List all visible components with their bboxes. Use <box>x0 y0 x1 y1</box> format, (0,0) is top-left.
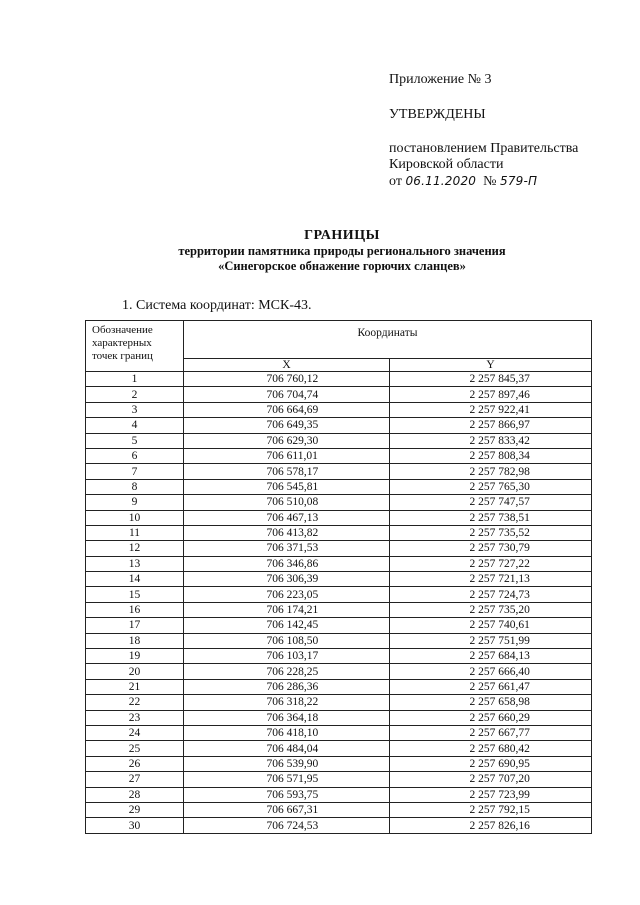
point-number: 11 <box>86 525 184 540</box>
y-value: 2 257 866,97 <box>469 419 530 432</box>
point-number: 18 <box>86 633 184 648</box>
table-row <box>86 787 592 802</box>
title-sub-1: территории памятника природы регионального значения <box>178 244 506 258</box>
point-number: 3 <box>86 402 184 417</box>
cell-y <box>390 741 592 756</box>
x-value: 706 760,12 <box>266 373 319 386</box>
y-value: 2 257 727,22 <box>469 557 530 570</box>
cell-y <box>390 618 592 633</box>
cell-x <box>184 710 390 725</box>
cell-y <box>390 587 592 602</box>
cell-y <box>390 725 592 740</box>
cell-x <box>184 464 390 479</box>
cell-y <box>390 649 592 664</box>
y-value: 2 257 684,13 <box>469 650 530 663</box>
point-number: 16 <box>86 602 184 617</box>
point-number: 6 <box>86 448 184 463</box>
cell-x <box>184 618 390 633</box>
cell-x <box>184 510 390 525</box>
header-coordinates: Координаты <box>184 321 592 359</box>
x-value: 706 510,08 <box>266 496 319 509</box>
cell-y <box>390 495 592 510</box>
cell-y <box>390 479 592 494</box>
x-value: 706 306,39 <box>266 573 319 586</box>
point-number: 30 <box>86 818 184 833</box>
header-points: Обозначение характерных точек границ <box>86 321 184 372</box>
y-value: 2 257 667,77 <box>469 727 530 740</box>
point-number: 28 <box>86 787 184 802</box>
point-number: 26 <box>86 756 184 771</box>
y-value: 2 257 751,99 <box>469 634 530 647</box>
y-value: 2 257 833,42 <box>469 434 530 447</box>
table-row <box>86 725 592 740</box>
y-value: 2 257 658,98 <box>469 696 530 709</box>
y-value: 2 257 792,15 <box>469 804 530 817</box>
cell-y <box>390 772 592 787</box>
appendix-label: Приложение № 3 <box>389 72 492 87</box>
table-row <box>86 572 592 587</box>
x-value: 706 704,74 <box>266 388 319 401</box>
cell-y <box>390 695 592 710</box>
cell-x <box>184 587 390 602</box>
y-value: 2 257 897,46 <box>469 388 530 401</box>
cell-x <box>184 556 390 571</box>
cell-x <box>184 633 390 648</box>
point-number: 25 <box>86 741 184 756</box>
table-row <box>86 448 592 463</box>
x-value: 706 664,69 <box>266 403 319 416</box>
y-value: 2 257 826,16 <box>469 819 530 832</box>
cell-y <box>390 448 592 463</box>
coordinate-system-label: 1. Система координат: МСК-43. <box>122 298 312 313</box>
title-sub-2: «Синегорское обнажение горючих сланцев» <box>218 259 466 273</box>
x-value: 706 667,31 <box>266 804 319 817</box>
point-number: 29 <box>86 802 184 817</box>
point-number: 21 <box>86 679 184 694</box>
cell-x <box>184 372 390 387</box>
y-value: 2 257 735,52 <box>469 527 530 540</box>
table-row <box>86 679 592 694</box>
table-row <box>86 372 592 387</box>
point-number: 19 <box>86 649 184 664</box>
table-row <box>86 756 592 771</box>
point-number: 27 <box>86 772 184 787</box>
table-row <box>86 479 592 494</box>
table-row <box>86 695 592 710</box>
x-value: 706 578,17 <box>266 465 319 478</box>
x-value: 706 174,21 <box>266 604 319 617</box>
cell-y <box>390 541 592 556</box>
table-row <box>86 464 592 479</box>
cell-y <box>390 572 592 587</box>
point-number: 10 <box>86 510 184 525</box>
y-value: 2 257 730,79 <box>469 542 530 555</box>
table-row <box>86 772 592 787</box>
cell-x <box>184 433 390 448</box>
x-value: 706 724,53 <box>266 819 319 832</box>
point-number: 23 <box>86 710 184 725</box>
table-row <box>86 618 592 633</box>
cell-x <box>184 448 390 463</box>
x-value: 706 223,05 <box>266 588 319 601</box>
cell-y <box>390 756 592 771</box>
point-number: 4 <box>86 418 184 433</box>
decree-date-number <box>389 173 629 190</box>
cell-y <box>390 418 592 433</box>
x-value: 706 649,35 <box>266 419 319 432</box>
y-value: 2 257 735,20 <box>469 604 530 617</box>
document-title <box>100 228 584 274</box>
cell-x <box>184 802 390 817</box>
table-row <box>86 633 592 648</box>
x-value: 706 539,90 <box>266 757 319 770</box>
x-value: 706 467,13 <box>266 511 319 524</box>
cell-x <box>184 387 390 402</box>
y-value: 2 257 707,20 <box>469 773 530 786</box>
table-row <box>86 402 592 417</box>
x-value: 706 611,01 <box>266 450 318 463</box>
cell-y <box>390 510 592 525</box>
x-value: 706 413,82 <box>266 527 319 540</box>
y-value: 2 257 680,42 <box>469 742 530 755</box>
cell-x <box>184 787 390 802</box>
cell-y <box>390 787 592 802</box>
table-row <box>86 541 592 556</box>
from-label: от <box>389 174 402 189</box>
table-row <box>86 818 592 833</box>
point-number: 20 <box>86 664 184 679</box>
decree-line-2: Кировской области <box>389 157 504 172</box>
cell-y <box>390 802 592 817</box>
cell-x <box>184 418 390 433</box>
point-number: 22 <box>86 695 184 710</box>
y-value: 2 257 808,34 <box>469 450 530 463</box>
table-row <box>86 556 592 571</box>
cell-y <box>390 633 592 648</box>
table-row <box>86 710 592 725</box>
cell-y <box>390 556 592 571</box>
cell-x <box>184 818 390 833</box>
point-number: 12 <box>86 541 184 556</box>
point-number: 1 <box>86 372 184 387</box>
y-value: 2 257 740,61 <box>469 619 530 632</box>
cell-x <box>184 402 390 417</box>
point-number: 7 <box>86 464 184 479</box>
point-number: 17 <box>86 618 184 633</box>
cell-x <box>184 679 390 694</box>
table-row <box>86 602 592 617</box>
x-value: 706 364,18 <box>266 711 319 724</box>
header-y: Y <box>390 359 592 372</box>
y-value: 2 257 765,30 <box>469 480 530 493</box>
y-value: 2 257 922,41 <box>469 403 530 416</box>
point-number: 24 <box>86 725 184 740</box>
x-value: 706 318,22 <box>266 696 319 709</box>
x-value: 706 286,36 <box>266 681 319 693</box>
y-value: 2 257 747,57 <box>469 496 530 509</box>
x-value: 706 593,75 <box>266 788 319 801</box>
cell-x <box>184 772 390 787</box>
cell-x <box>184 525 390 540</box>
table-row <box>86 802 592 817</box>
x-value: 706 484,04 <box>266 742 319 755</box>
table-row <box>86 587 592 602</box>
number-label: № <box>483 174 497 189</box>
cell-x <box>184 602 390 617</box>
cell-x <box>184 649 390 664</box>
cell-y <box>390 679 592 694</box>
table-row <box>86 664 592 679</box>
x-value: 706 108,50 <box>266 634 319 647</box>
cell-y <box>390 602 592 617</box>
cell-x <box>184 572 390 587</box>
decree-line-1: постановлением Правительства <box>389 141 579 156</box>
table-row <box>86 649 592 664</box>
y-value: 2 257 666,40 <box>469 665 530 678</box>
cell-y <box>390 818 592 833</box>
decree-date: 06.11.2020 <box>405 174 477 188</box>
point-number: 9 <box>86 495 184 510</box>
header-x: X <box>184 359 390 372</box>
point-number: 8 <box>86 479 184 494</box>
x-value: 706 346,86 <box>266 557 319 570</box>
cell-y <box>390 464 592 479</box>
y-value: 2 257 661,47 <box>469 681 530 693</box>
x-value: 706 545,81 <box>266 480 319 493</box>
table-row <box>86 741 592 756</box>
point-number: 5 <box>86 433 184 448</box>
y-value: 2 257 660,29 <box>469 711 530 724</box>
y-value: 2 257 724,73 <box>469 588 530 601</box>
cell-x <box>184 664 390 679</box>
cell-y <box>390 402 592 417</box>
y-value: 2 257 723,99 <box>469 788 530 801</box>
y-value: 2 257 845,37 <box>469 373 530 386</box>
x-value: 706 629,30 <box>266 434 319 447</box>
cell-y <box>390 710 592 725</box>
decree-number: 579-П <box>500 174 538 188</box>
cell-x <box>184 725 390 740</box>
cell-x <box>184 741 390 756</box>
approval-block <box>389 72 629 190</box>
cell-y <box>390 525 592 540</box>
coordinates-table-wrapper <box>85 320 591 834</box>
cell-x <box>184 541 390 556</box>
cell-x <box>184 695 390 710</box>
cell-y <box>390 433 592 448</box>
point-number: 14 <box>86 572 184 587</box>
table-row <box>86 387 592 402</box>
table-row <box>86 510 592 525</box>
approved-label: УТВЕРЖДЕНЫ <box>389 107 486 122</box>
cell-x <box>184 756 390 771</box>
x-value: 706 228,25 <box>266 665 319 678</box>
cell-y <box>390 372 592 387</box>
cell-y <box>390 387 592 402</box>
y-value: 2 257 782,98 <box>469 465 530 478</box>
table-row <box>86 418 592 433</box>
cell-x <box>184 479 390 494</box>
y-value: 2 257 721,13 <box>469 573 530 586</box>
cell-y <box>390 664 592 679</box>
coordinates-table <box>85 320 592 834</box>
title-main: ГРАНИЦЫ <box>304 228 380 243</box>
table-row <box>86 433 592 448</box>
point-number: 15 <box>86 587 184 602</box>
x-value: 706 571,95 <box>266 773 319 786</box>
y-value: 2 257 738,51 <box>469 511 530 524</box>
table-row <box>86 495 592 510</box>
x-value: 706 103,17 <box>266 650 319 663</box>
y-value: 2 257 690,95 <box>469 757 530 770</box>
point-number: 13 <box>86 556 184 571</box>
x-value: 706 142,45 <box>266 619 319 632</box>
cell-x <box>184 495 390 510</box>
table-body <box>86 372 592 834</box>
table-row <box>86 525 592 540</box>
x-value: 706 418,10 <box>266 727 319 740</box>
x-value: 706 371,53 <box>266 542 319 555</box>
point-number: 2 <box>86 387 184 402</box>
